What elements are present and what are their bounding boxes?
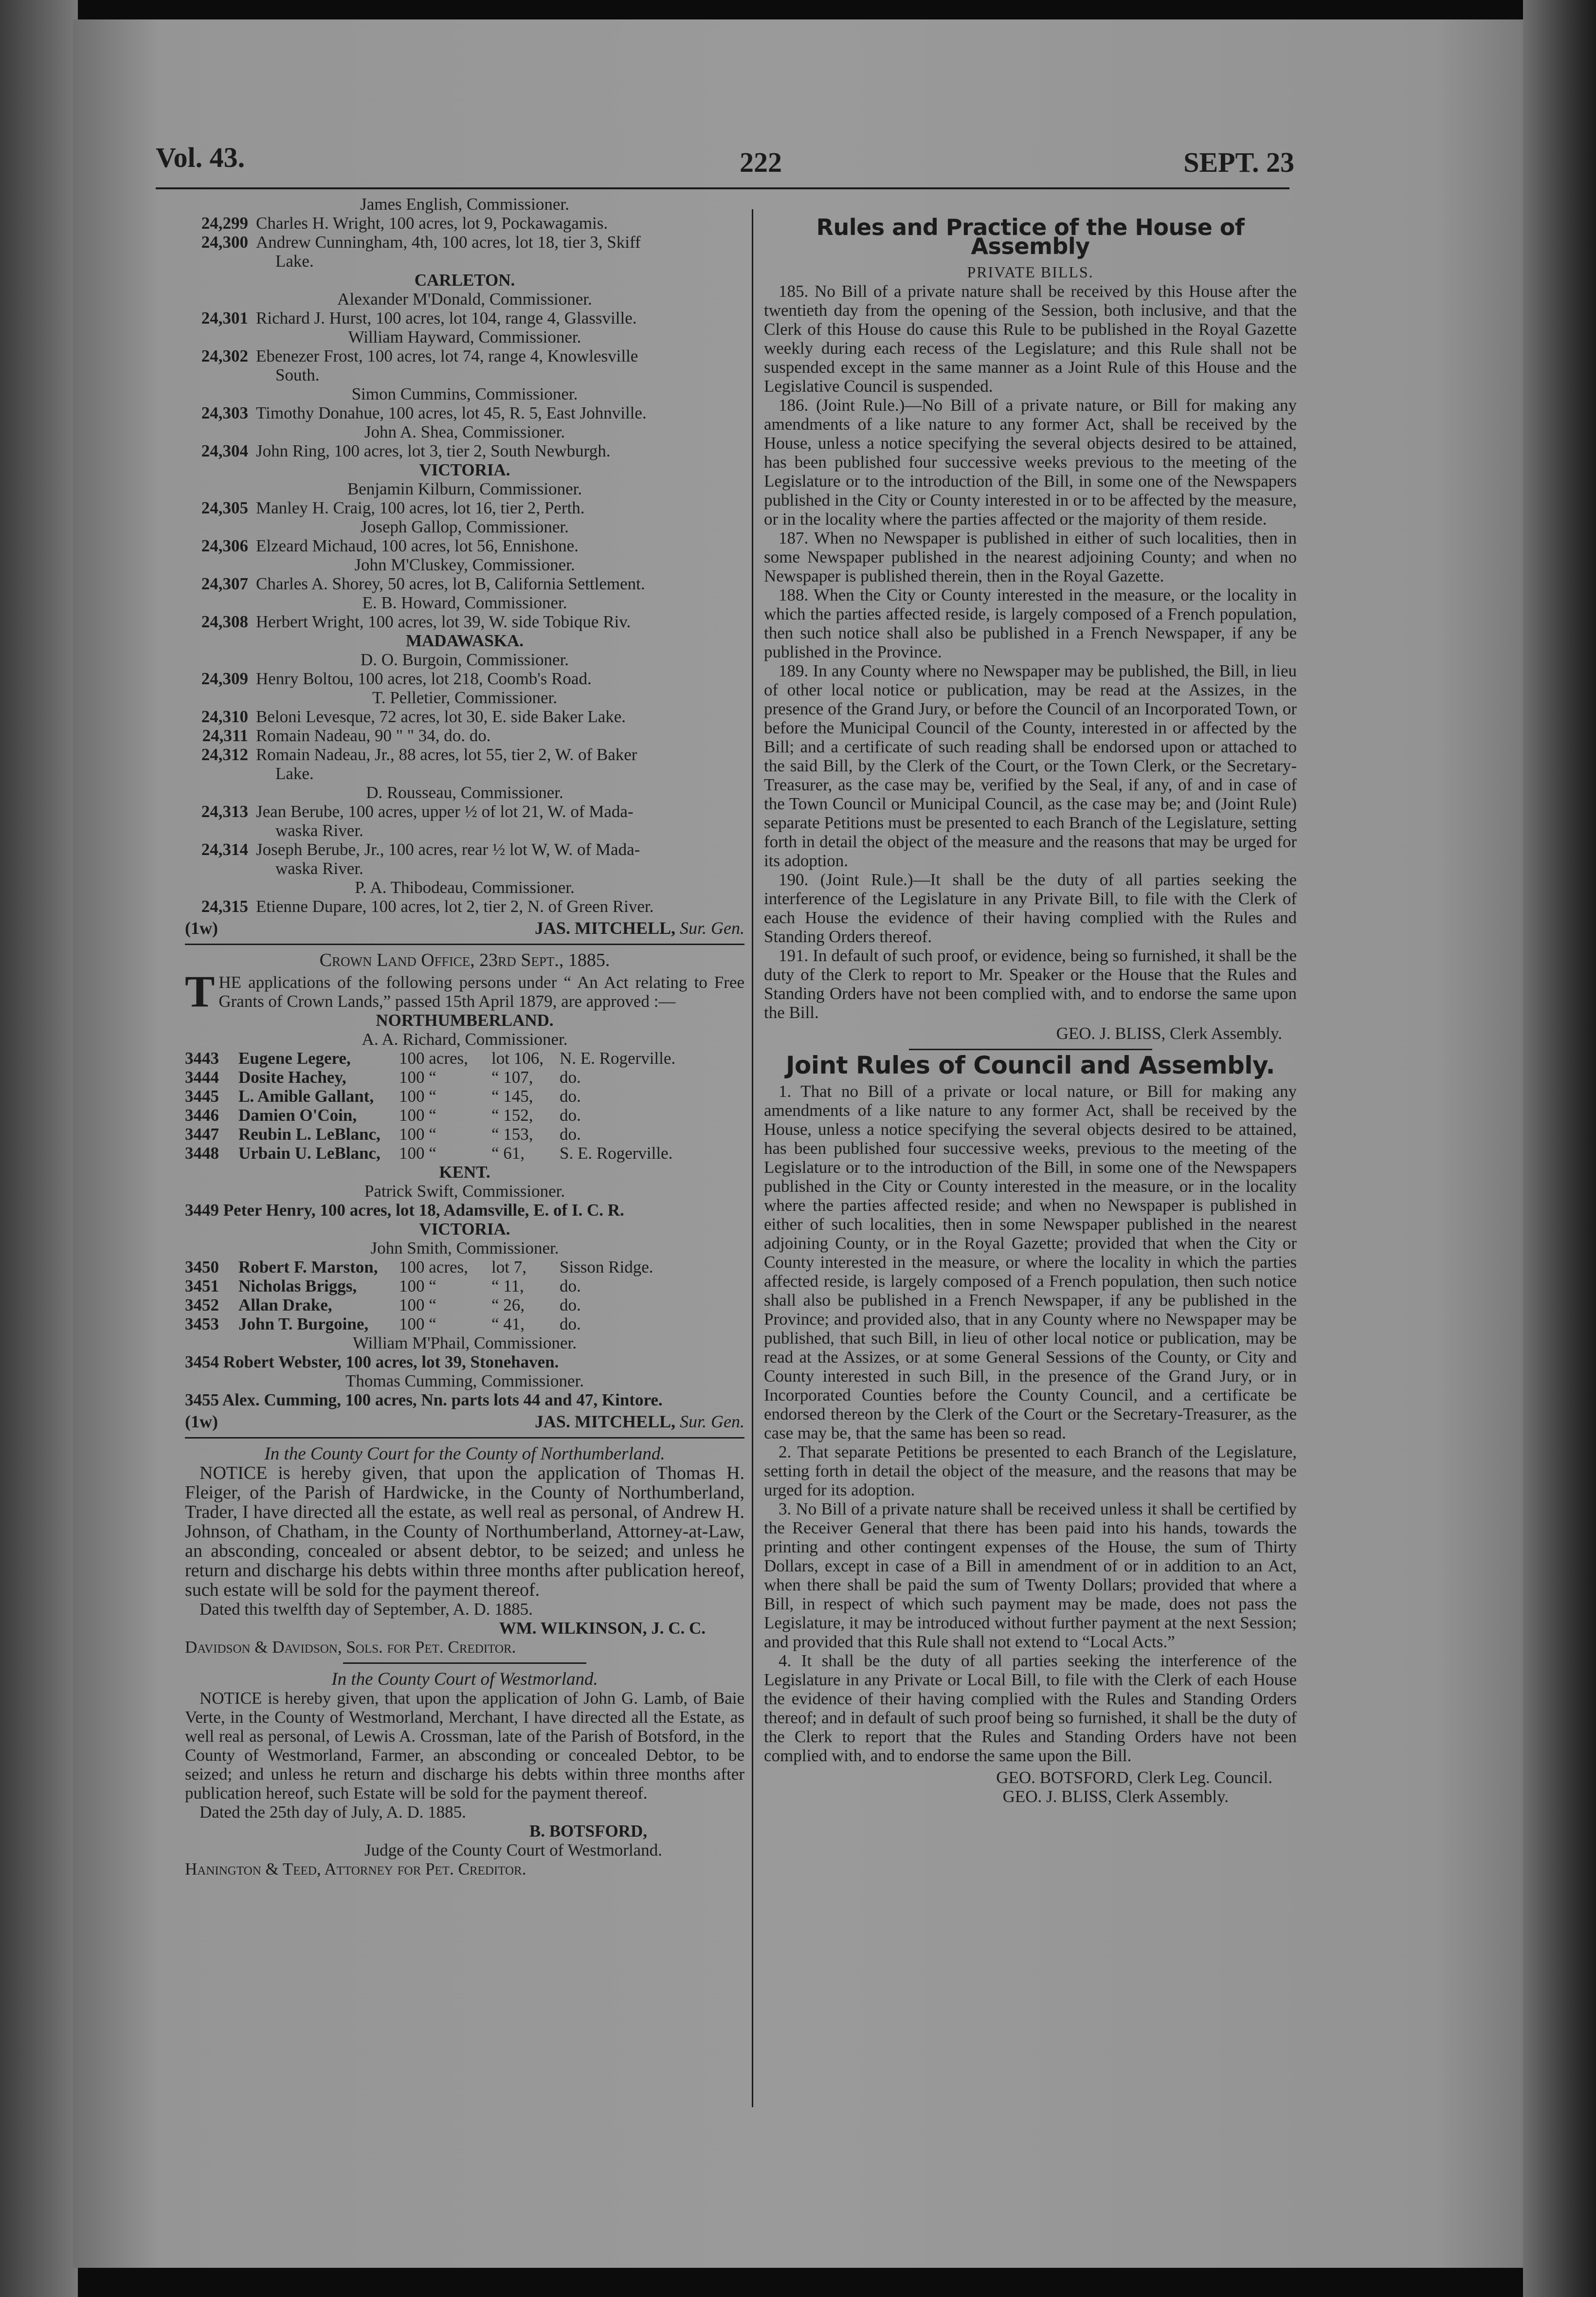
grant-number: 24,311 <box>202 726 248 745</box>
clerk-signature: GEO. J. BLISS, Clerk Assembly. <box>1056 1024 1282 1043</box>
grant-row <box>185 498 744 517</box>
rule-paragraph: 191. In default of such proof, or evidence, being so furnished, it shall be the duty of the Clerk to report to Mr. Speaker or the House that the Rules and Standing Orders have not been complied with, and to endorse the same upon the Bill. <box>764 946 1297 1022</box>
grant-cell: S. E. Rogerville. <box>560 1144 673 1163</box>
attorney: Hanington & Teed, Attorney for Pet. Creditor. <box>185 1859 526 1878</box>
joint-rules-paragraphs <box>764 1082 1297 1765</box>
grant-description: Richard J. Hurst, 100 acres, lot 104, range 4, Glassville. <box>256 309 637 328</box>
grant-row <box>185 707 744 726</box>
grant-row <box>185 1106 744 1125</box>
grant-row: 3449 Peter Henry, 100 acres, lot 18, Adamsville, E. of I. C. R. <box>185 1201 624 1220</box>
grant-row <box>185 536 744 555</box>
page-header <box>156 141 1294 185</box>
grant-cell: 100 acres, <box>399 1258 468 1276</box>
grant-description: Ebenezer Frost, 100 acres, lot 74, range 4, Knowlesville <box>256 346 638 365</box>
grant-text <box>256 536 744 555</box>
commissioner-line: Patrick Swift, Commissioner. <box>364 1182 565 1201</box>
grant-cell: do. <box>560 1314 581 1333</box>
grant-number: 24,304 <box>201 441 248 460</box>
grant-cell: L. Amible Gallant, <box>238 1087 374 1106</box>
grant-number: 24,300 <box>201 233 248 252</box>
grant-cell: 3447 <box>185 1125 219 1144</box>
commissioner-line: Simon Cummins, Commissioner. <box>351 384 578 403</box>
section-rule <box>185 1437 744 1439</box>
grant-continuation: Lake. <box>275 252 314 271</box>
rule-paragraph: 189. In any County where no Newspaper may be published, the Bill, in lieu of other local notice or publication, may be read at the Assizes, in the presence of the Grand Jury, or before the Council of an Incorporated Town, or before the Municipal Council of the County, interested in or affected by the Bill; and a certificate of such reading shall be endorsed upon or attached to the said Bill, by the Clerk of the Court, or the Town Clerk, or the Secretary-Treasurer, as the case may be, verified by the Seal, if any, of and in case of the Town Council or Municipal Council, as the case may be; and (Joint Rule) separate Petitions must be presented to each Branch of the Legislature, setting forth in detail the object of the measure and the reasons that may be urged for its adoption. <box>764 661 1297 870</box>
commissioner-line: John A. Shea, Commissioner. <box>364 422 565 441</box>
issue-date: SEPT. 23 <box>1183 146 1294 178</box>
grant-cell: lot 106, <box>491 1049 544 1068</box>
section-rule <box>185 944 744 945</box>
grant-row: 3455 Alex. Cumming, 100 acres, Nn. parts lots 44 and 47, Kintore. <box>185 1390 663 1409</box>
grant-continuation: South. <box>275 365 320 384</box>
grant-description: Andrew Cunningham, 4th, 100 acres, lot 18, tier 3, Skiff <box>256 233 641 252</box>
grant-cell: “ 41, <box>491 1314 525 1333</box>
solicitors: Davidson & Davidson, Sols. for Pet. Creditor. <box>185 1638 516 1657</box>
grant-cell: “ 26, <box>491 1295 525 1314</box>
section-rule <box>909 1049 1152 1050</box>
grant-cell: 3450 <box>185 1258 219 1276</box>
grant-cell: 100 “ <box>399 1144 436 1163</box>
signature-block <box>185 919 744 938</box>
grant-text <box>256 612 744 631</box>
grant-cell: “ 152, <box>491 1106 533 1125</box>
grant-number: 24,312 <box>201 745 248 764</box>
grant-text <box>256 802 744 840</box>
commissioner-line: John Smith, Commissioner. <box>370 1239 559 1258</box>
grant-number: 24,305 <box>201 498 248 517</box>
grant-description: Etienne Dupare, 100 acres, lot 2, tier 2, N. of Green River. <box>256 897 654 916</box>
grant-cell: “ 107, <box>491 1068 533 1087</box>
notice-body: NOTICE is hereby given, that upon the application of John G. Lamb, of Baie Verte, in the County of Westmorland, Merchant, I have directed all the Estate, as well real as personal, of Lewis A. Crossman, late of the Parish of Botsford, in the County of Westmorland, Farmer, an absconding or concealed Debtor, to be seized; and unless he return and discharge his debts within three months after publication hereof, such Estate will be sold for the payment thereof. <box>185 1689 744 1803</box>
grant-text <box>256 840 744 878</box>
signature-block <box>185 1412 744 1431</box>
grant-number: 24,308 <box>201 612 248 631</box>
grant-description: Joseph Berube, Jr., 100 acres, rear ½ lot W, W. of Mada- <box>256 840 640 859</box>
grant-cell: do. <box>560 1068 581 1087</box>
header-rule <box>156 187 1289 189</box>
rules-heading: Rules and Practice of the House of Assembly <box>816 214 1245 259</box>
grant-text <box>256 707 744 726</box>
grant-cell: do. <box>560 1295 581 1314</box>
grant-row <box>185 233 744 271</box>
rule-paragraph: 2. That separate Petitions be presented to each Branch of the Legislature, setting forth in detail the object of the measure, and the reasons that may be urged for its adoption. <box>764 1442 1297 1499</box>
commissioner-line: D. Rousseau, Commissioner. <box>366 783 563 802</box>
rule-paragraph: 4. It shall be the duty of all parties seeking the interference of the Legislature in any Private or Local Bill, to file with the Clerk of each House the evidence of their having complied with the Rules and Standing Orders thereof; and in default of such proof being so furnished, it shall be the duty of the Clerk to report that the Rules and Standing Orders have not been complied with, and to endorse the same upon the Bill. <box>764 1651 1297 1765</box>
grant-cell: Damien O'Coin, <box>238 1106 357 1125</box>
grant-number: 24,315 <box>201 897 248 916</box>
grant-cell: John T. Burgoine, <box>238 1314 369 1333</box>
grant-text <box>256 745 744 783</box>
grant-cell: do. <box>560 1276 581 1295</box>
grant-description: Romain Nadeau, 90 " " 34, do. do. <box>256 726 491 745</box>
grant-text <box>256 574 744 593</box>
grant-description: Beloni Levesque, 72 acres, lot 30, E. side Baker Lake. <box>256 707 626 726</box>
grant-row <box>185 612 744 631</box>
grant-description: Charles A. Shorey, 50 acres, lot B, California Settlement. <box>256 574 645 593</box>
grant-cell: 100 “ <box>399 1068 436 1087</box>
grant-text <box>256 214 744 233</box>
rule-paragraph: 187. When no Newspaper is published in either of such localities, then in some Newspaper published in the nearest adjoining County; and when no Newspaper is published therein, then in the Royal Gazette. <box>764 529 1297 585</box>
grant-cell: Reubin L. LeBlanc, <box>238 1125 381 1144</box>
grant-row <box>185 669 744 688</box>
grant-number: 24,299 <box>201 214 248 233</box>
grant-row <box>185 1295 744 1314</box>
grant-number: 24,313 <box>201 802 248 821</box>
signatory-title: Sur. Gen. <box>680 1412 744 1431</box>
grant-row: 3454 Robert Webster, 100 acres, lot 39, Stonehaven. <box>185 1352 559 1371</box>
grant-cell: 3446 <box>185 1106 219 1125</box>
page-edge-right <box>1523 0 1596 2297</box>
notice-dated: Dated this twelfth day of September, A. D. 1885. <box>200 1600 533 1619</box>
grant-cell: do. <box>560 1087 581 1106</box>
grant-cell: 100 “ <box>399 1276 436 1295</box>
grant-row <box>185 574 744 593</box>
private-bills-subheading: PRIVATE BILLS. <box>967 263 1094 281</box>
grant-number: 24,303 <box>201 403 248 422</box>
rule-paragraph: 188. When the City or County interested in the measure, or the locality in which the parties affected reside, is largely composed of a French population, then such notice shall also be published in a French Newspaper, if any be published in the Province. <box>764 585 1297 661</box>
rule-paragraph: 185. No Bill of a private nature shall be received by this House after the twentieth day from the opening of the Session, both inclusive, and that the Clerk of this House do cause this Rule to be published in the Royal Gazette weekly during each recess of the Legislature; and this Rule shall not be suspended except in the same manner as a Joint Rule of this House and the Legislative Council is suspended. <box>764 282 1297 396</box>
commissioner-line: Joseph Gallop, Commissioner. <box>361 517 569 536</box>
rule-paragraph: 3. No Bill of a private nature shall be received unless it shall be certified by the Receiver General that there has been paid into his hands, towards the printing and other contingent expenses of the House, the sum of Thirty Dollars, except in case of a Bill in amendment of or in addition to an Act, when there shall be paid the sum of Twenty Dollars; provided that where a Bill, in respect of which such payment may be made, does not pass the Legislature, it may be introduced without further payment at the next Session; and provided that this Rule shall not extend to “Local Acts.” <box>764 1499 1297 1651</box>
grant-number: 24,309 <box>201 669 248 688</box>
grant-cell: Sisson Ridge. <box>560 1258 653 1276</box>
judge-signature: WM. WILKINSON, J. C. C. <box>499 1619 706 1638</box>
grant-row <box>185 1125 744 1144</box>
column-divider <box>752 209 753 2107</box>
commissioner-line: D. O. Burgoin, Commissioner. <box>360 650 569 669</box>
assembly-clerk-signature: GEO. J. BLISS, Clerk Assembly. <box>1002 1787 1229 1806</box>
grant-cell: 3453 <box>185 1314 219 1333</box>
grant-description: Jean Berube, 100 acres, upper ½ of lot 21, W. of Mada- <box>256 802 634 821</box>
county-heading: NORTHUMBERLAND. <box>376 1011 554 1030</box>
grant-cell: Dosite Hachey, <box>238 1068 346 1087</box>
commissioner-line: Alexander M'Donald, Commissioner. <box>337 290 592 309</box>
grant-cell: 3443 <box>185 1049 219 1068</box>
grant-row <box>185 309 744 328</box>
grant-text <box>256 441 744 460</box>
crown-office-intro <box>185 966 744 1016</box>
land-grants-list <box>185 195 744 916</box>
right-column <box>764 214 1297 1806</box>
grant-cell: 100 “ <box>399 1125 436 1144</box>
county-heading: KENT. <box>439 1163 490 1182</box>
grant-row <box>185 897 744 916</box>
crown-office-dateline: Crown Land Office, 23rd Sept., 1885. <box>319 950 610 970</box>
commissioner-line: A. A. Richard, Commissioner. <box>362 1030 568 1049</box>
commissioner-line: John M'Cluskey, Commissioner. <box>354 555 575 574</box>
grant-description: Romain Nadeau, Jr., 88 acres, lot 55, tier 2, W. of Baker <box>256 745 637 764</box>
grant-number: 24,307 <box>201 574 248 593</box>
grant-continuation: waska River. <box>275 821 363 840</box>
grant-row <box>185 840 744 878</box>
rule-paragraph: 1. That no Bill of a private or local nature, or Bill for making any amendments of a like nature to any former Act, shall be received by the House, unless a notice specifying the several objects desired to be attained, has been published four successive weeks, previous to the meeting of the Legislature or to the introduction of the Bill, in some one of the Newspapers published in the City or County interested in the measure, or in the locality where the parties affected reside; and when no Newspaper is published in either of such localities, then in some Newspaper published in the nearest adjoining County, or in the Royal Gazette; provided that when the City or County interested in the measure, or where the locality in which the parties affected reside, is largely composed of a French population, then such notice shall also be published in a French Newspaper, if any be published in the Province; and provided also, that in any County where no Newspaper may be published, that such Bill, in lieu of other local notice or publication, may be read at the Assizes, or at some General Sessions of the County, or City and County interested in such Bill, in the presence of the Grand Jury, or in Incorporated Counties before the County Council, and a certificate be endorsed thereon by the Clerk of the Court or the Secretary-Treasurer, as the case may be, that the same has been so read. <box>764 1082 1297 1442</box>
grant-number: 24,310 <box>201 707 248 726</box>
grant-row <box>185 1314 744 1333</box>
grant-description: John Ring, 100 acres, lot 3, tier 2, South Newburgh. <box>256 441 611 460</box>
grant-row <box>185 346 744 384</box>
grant-text <box>256 498 744 517</box>
grant-number: 24,302 <box>201 346 248 365</box>
grant-row <box>185 745 744 783</box>
page-number: 222 <box>740 146 782 178</box>
rule-paragraph: 190. (Joint Rule.)—It shall be the duty of all parties seeking the interference of the Legislature in any Private Bill, to file with the Clerk of each House the evidence of their having complied with the Rules and Standing Orders thereof. <box>764 870 1297 946</box>
grant-text <box>256 309 744 328</box>
notice-body: NOTICE is hereby given, that upon the application of Thomas H. Fleiger, of the Parish of Hardwicke, in the County of Northumberland, Trader, I have directed all the estate, as well real as personal, of Andrew H. Johnson, of Chatham, in the County of Northumberland, Attorney-at-Law, an absconding, concealed or absent debtor, to be seized; and unless he return and discharge his debts within three months after publication hereof, such estate will be sold for the payment thereof. <box>185 1463 744 1600</box>
commissioner-line: William M'Phail, Commissioner. <box>353 1333 577 1352</box>
volume-number: Vol. 43. <box>156 142 245 173</box>
grant-cell: 100 “ <box>399 1106 436 1125</box>
grant-row <box>185 1068 744 1087</box>
grant-cell: 3452 <box>185 1295 219 1314</box>
grant-cell: 3444 <box>185 1068 219 1087</box>
intro-text: HE applications of the following persons under “ An Act relating to Free Grants of Crown Lands,” passed 15th April 1879, are approved :— <box>218 973 744 1011</box>
grant-row <box>185 403 744 422</box>
county-heading: VICTORIA. <box>419 1220 510 1239</box>
notice-divider <box>343 1662 586 1664</box>
grant-text <box>256 346 744 384</box>
grant-cell: “ 11, <box>491 1276 524 1295</box>
grant-description: Manley H. Craig, 100 acres, lot 16, tier 2, Perth. <box>256 498 585 517</box>
commissioner-line: James English, Commissioner. <box>360 195 569 214</box>
grant-cell: 100 “ <box>399 1314 436 1333</box>
grant-description: Charles H. Wright, 100 acres, lot 9, Pockawagamis. <box>256 214 608 233</box>
grant-row <box>185 726 744 745</box>
grant-number: 24,301 <box>201 309 248 328</box>
grant-row <box>185 802 744 840</box>
commissioner-line: Thomas Cumming, Commissioner. <box>345 1371 584 1390</box>
commissioner-line: P. A. Thibodeau, Commissioner. <box>355 878 575 897</box>
notice-heading: In the County Court for the County of Northumberland. <box>264 1444 665 1464</box>
grant-cell: do. <box>560 1125 581 1144</box>
notice-heading: In the County Court of Westmorland. <box>331 1669 598 1689</box>
joint-rules-heading: Joint Rules of Council and Assembly. <box>785 1051 1275 1079</box>
grant-number: 24,314 <box>201 840 248 859</box>
judge-signature: B. BOTSFORD, <box>529 1822 647 1841</box>
county-heading: MADAWASKA. <box>405 631 524 650</box>
grant-row <box>185 1087 744 1106</box>
county-heading: CARLETON. <box>414 271 515 290</box>
grant-cell: 3445 <box>185 1087 219 1106</box>
grant-text <box>256 897 744 916</box>
grant-cell: “ 145, <box>491 1087 533 1106</box>
grant-cell: 100 acres, <box>399 1049 468 1068</box>
notice-dated: Dated the 25th day of July, A. D. 1885. <box>200 1803 466 1822</box>
grant-cell: 3448 <box>185 1144 219 1163</box>
grant-continuation: waska River. <box>275 859 363 878</box>
grant-row <box>185 1258 744 1276</box>
signatory-name: JAS. MITCHELL, <box>534 918 675 938</box>
county-heading: VICTORIA. <box>419 460 510 479</box>
insertion-mark: (1w) <box>185 918 218 938</box>
grant-row <box>185 1276 744 1295</box>
grant-cell: “ 153, <box>491 1125 533 1144</box>
free-grants-list <box>185 1011 744 1409</box>
grant-row <box>185 441 744 460</box>
grant-cell: Nicholas Briggs, <box>238 1276 357 1295</box>
grant-description: Timothy Donahue, 100 acres, lot 45, R. 5, East Johnville. <box>256 403 647 422</box>
grant-row <box>185 214 744 233</box>
grant-text <box>256 726 744 745</box>
commissioner-line: T. Pelletier, Commissioner. <box>372 688 557 707</box>
signatory-name: JAS. MITCHELL, <box>534 1412 675 1431</box>
commissioner-line: E. B. Howard, Commissioner. <box>362 593 567 612</box>
grant-description: Henry Boltou, 100 acres, lot 218, Coomb's Road. <box>256 669 592 688</box>
grant-cell: lot 7, <box>491 1258 526 1276</box>
grant-text <box>256 669 744 688</box>
grant-row <box>185 1144 744 1163</box>
commissioner-line: Benjamin Kilburn, Commissioner. <box>347 479 582 498</box>
grant-text <box>256 403 744 422</box>
grant-text <box>256 233 744 271</box>
grant-description: Herbert Wright, 100 acres, lot 39, W. side Tobique Riv. <box>256 612 631 631</box>
council-clerk-signature: GEO. BOTSFORD, Clerk Leg. Council. <box>996 1768 1272 1787</box>
signatory-title: Sur. Gen. <box>680 918 744 938</box>
grant-continuation: Lake. <box>275 764 314 783</box>
grant-cell: 100 “ <box>399 1087 436 1106</box>
grant-cell: Allan Drake, <box>238 1295 332 1314</box>
grant-cell: “ 61, <box>491 1144 525 1163</box>
grant-cell: 100 “ <box>399 1295 436 1314</box>
insertion-mark: (1w) <box>185 1412 218 1431</box>
grant-cell: 3451 <box>185 1276 219 1295</box>
grant-cell: Eugene Legere, <box>238 1049 351 1068</box>
rules-paragraphs <box>764 282 1297 1022</box>
judge-title: Judge of the County Court of Westmorland. <box>364 1841 662 1859</box>
drop-cap: T <box>185 966 215 1016</box>
grant-description: Elzeard Michaud, 100 acres, lot 56, Ennishone. <box>256 536 579 555</box>
commissioner-line: William Hayward, Commissioner. <box>348 328 581 346</box>
grant-cell: do. <box>560 1106 581 1125</box>
grant-cell: Robert F. Marston, <box>238 1258 378 1276</box>
grant-number: 24,306 <box>201 536 248 555</box>
grant-cell: Urbain U. LeBlanc, <box>238 1144 381 1163</box>
rule-paragraph: 186. (Joint Rule.)—No Bill of a private nature, or Bill for making any amendments of a like nature to any former Act, shall be received by the House, unless a notice specifying the several objects desired to be attained, has been published four successive weeks previous to the meeting of the Legislature or to the introduction of the Bill, in some one of the Newspapers published in the City or County interested in or to be affected by the measure, or in the locality where the parties affected or the majority of them reside. <box>764 396 1297 529</box>
page-edge-left <box>0 0 78 2297</box>
grant-cell: N. E. Rogerville. <box>560 1049 676 1068</box>
grant-row <box>185 1049 744 1068</box>
left-column <box>185 195 744 1878</box>
